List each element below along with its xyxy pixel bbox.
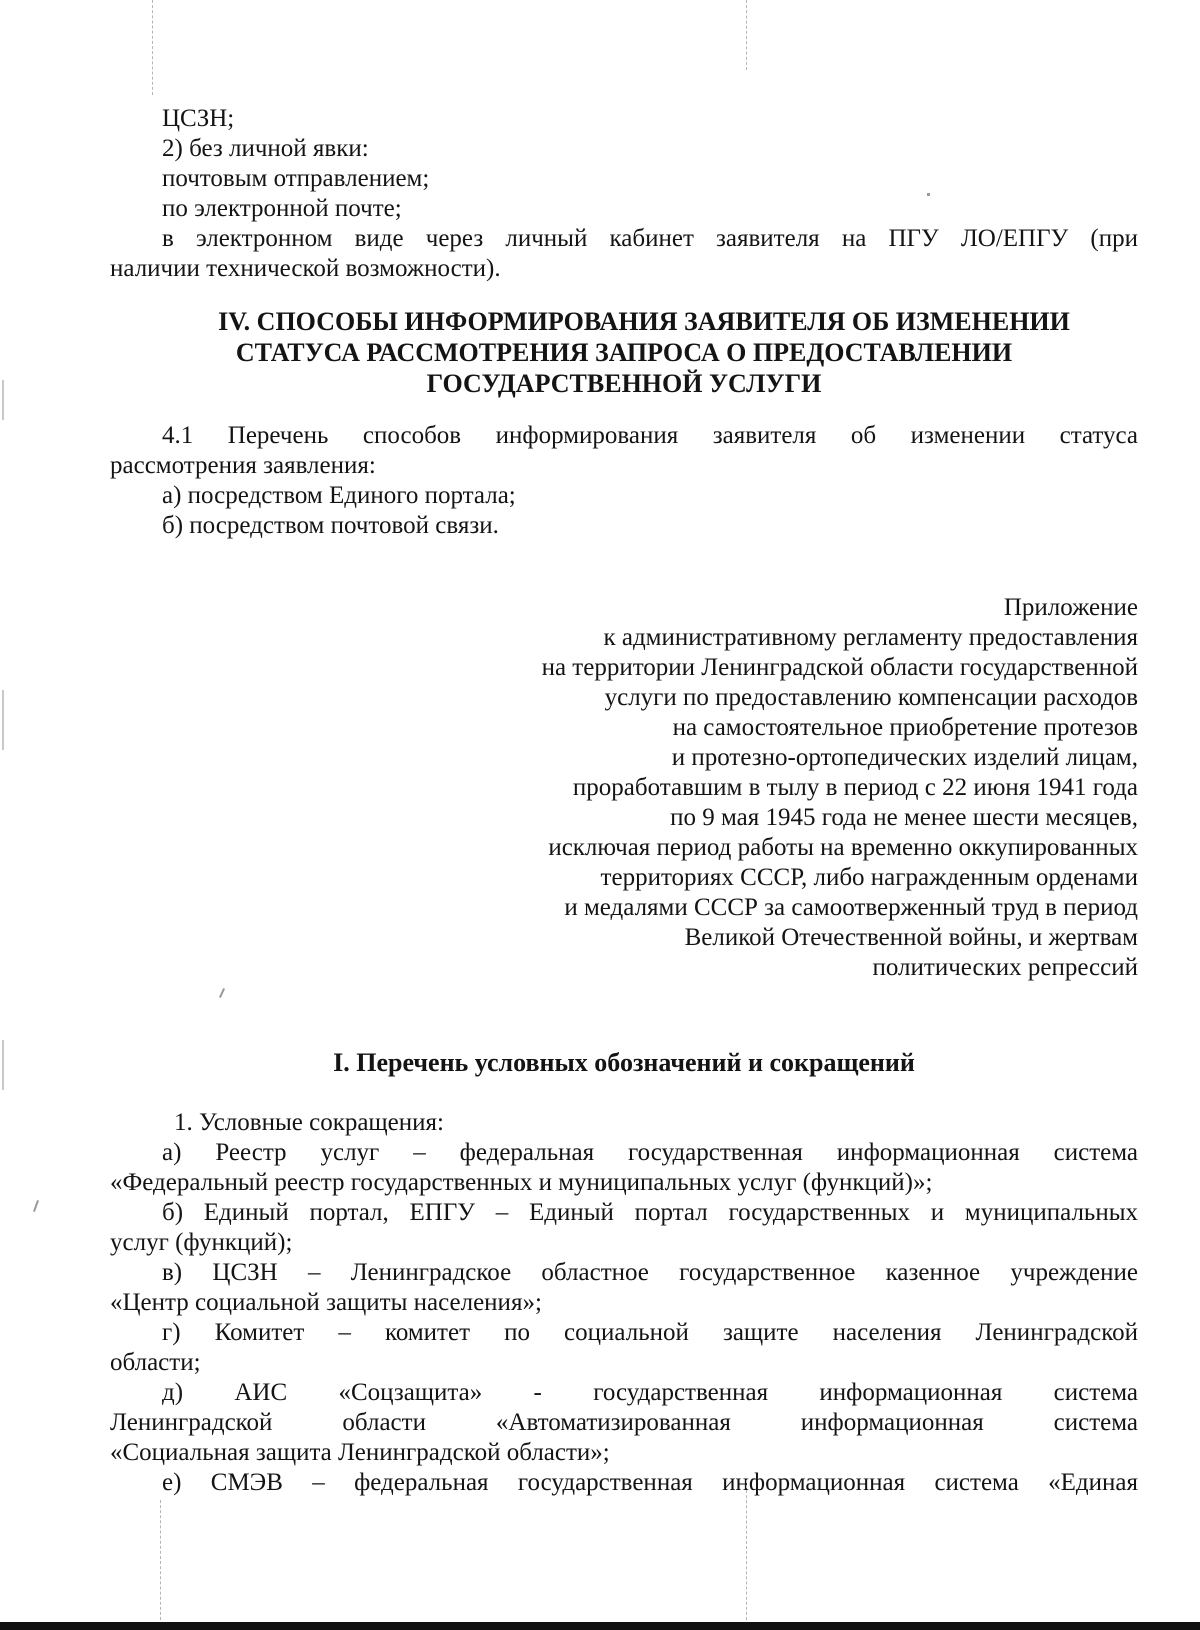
text-line: области; <box>110 1349 201 1376</box>
section-1-heading: I. Перечень условных обозначений и сокращений <box>333 1048 915 1077</box>
appendix-line: к административному регламенту предоставления <box>603 624 1138 651</box>
text-line: почтовым отправлением; <box>162 165 430 192</box>
text-line: а) Реестр услуг – федеральная государственная информационная система <box>162 1139 1138 1166</box>
scan-bottom-edge <box>0 1622 1200 1630</box>
appendix-line: на территории Ленинградской области государственной <box>541 654 1138 681</box>
text-line: наличии технической возможности). <box>110 255 501 282</box>
appendix-line: на самостоятельное приобретение протезов <box>672 714 1138 741</box>
appendix-line: проработавшим в тылу в период с 22 июня 1941 года <box>572 774 1138 801</box>
appendix-line: Великой Отечественной войны, и жертвам <box>684 924 1138 951</box>
appendix-line: и медалями СССР за самоотверженный труд в период <box>564 894 1138 921</box>
scan-artifact-line <box>746 1480 748 1620</box>
text-line: 1. Условные сокращения: <box>174 1109 444 1136</box>
scan-speck <box>927 193 930 196</box>
scan-speck <box>33 1200 39 1212</box>
scan-artifact-line <box>2 1040 4 1090</box>
heading-line: ГОСУДАРСТВЕННОЙ УСЛУГИ <box>426 369 822 398</box>
text-line: б) Единый портал, ЕПГУ – Единый портал государственных и муниципальных <box>162 1199 1138 1226</box>
text-line: г) Комитет – комитет по социальной защите населения Ленинградской <box>162 1319 1138 1346</box>
text-line: 2) без личной явки: <box>162 135 369 162</box>
appendix-line: Приложение <box>1003 594 1138 621</box>
appendix-line: и протезно-ортопедических изделий лицам, <box>671 744 1138 771</box>
heading-line: СТАТУСА РАССМОТРЕНИЯ ЗАПРОСА О ПРЕДОСТАВЛЕНИИ <box>235 338 1013 367</box>
text-line: «Социальная защита Ленинградской области»; <box>110 1439 610 1466</box>
text-line: Ленинградской области «Автоматизированная информационная система <box>110 1409 1138 1436</box>
scan-artifact-line <box>160 1500 162 1620</box>
text-line: е) СМЭВ – федеральная государственная информационная система «Единая <box>162 1469 1138 1496</box>
text-line: д) АИС «Соцзащита» - государственная информационная система <box>162 1379 1138 1406</box>
scan-artifact-line <box>2 380 4 420</box>
section-4-body <box>110 421 1138 541</box>
scan-artifact-line <box>2 690 4 750</box>
scan-artifact-line <box>152 0 154 95</box>
page-content <box>110 104 1138 1498</box>
appendix-block <box>110 593 1138 983</box>
appendix-line: исключая период работы на временно оккупированных <box>548 834 1138 861</box>
text-line: рассмотрения заявления: <box>110 452 376 479</box>
text-line: в) ЦСЗН – Ленинградское областное государственное казенное учреждение <box>162 1259 1138 1286</box>
text-line: «Центр социальной защиты населения»; <box>110 1289 542 1316</box>
appendix-line: услуги по предоставлению компенсации расходов <box>604 684 1138 711</box>
section-4-heading <box>110 306 1138 399</box>
section-1-body <box>110 1108 1138 1498</box>
scan-artifact-line <box>746 0 748 70</box>
appendix-line: по 9 мая 1945 года не менее шести месяцев, <box>670 804 1138 831</box>
appendix-line: территориях СССР, либо награжденным орденами <box>600 864 1138 891</box>
heading-line: IV. СПОСОБЫ ИНФОРМИРОВАНИЯ ЗАЯВИТЕЛЯ ОБ ИЗМЕНЕНИИ <box>218 307 1070 336</box>
list-item: б) посредством почтовой связи. <box>162 512 499 539</box>
text-line: услуг (функций); <box>110 1229 293 1256</box>
text-line: в электронном виде через личный кабинет заявителя на ПГУ ЛО/ЕПГУ (при <box>162 225 1138 252</box>
appendix-line: политических репрессий <box>872 954 1138 981</box>
text-line: 4.1 Перечень способов информирования заявителя об изменении статуса <box>162 422 1138 449</box>
text-line: по электронной почте; <box>162 195 402 222</box>
list-item: а) посредством Единого портала; <box>162 482 516 509</box>
text-line: ЦСЗН; <box>162 105 235 132</box>
text-line: «Федеральный реестр государственных и муниципальных услуг (функций)»; <box>110 1169 933 1196</box>
